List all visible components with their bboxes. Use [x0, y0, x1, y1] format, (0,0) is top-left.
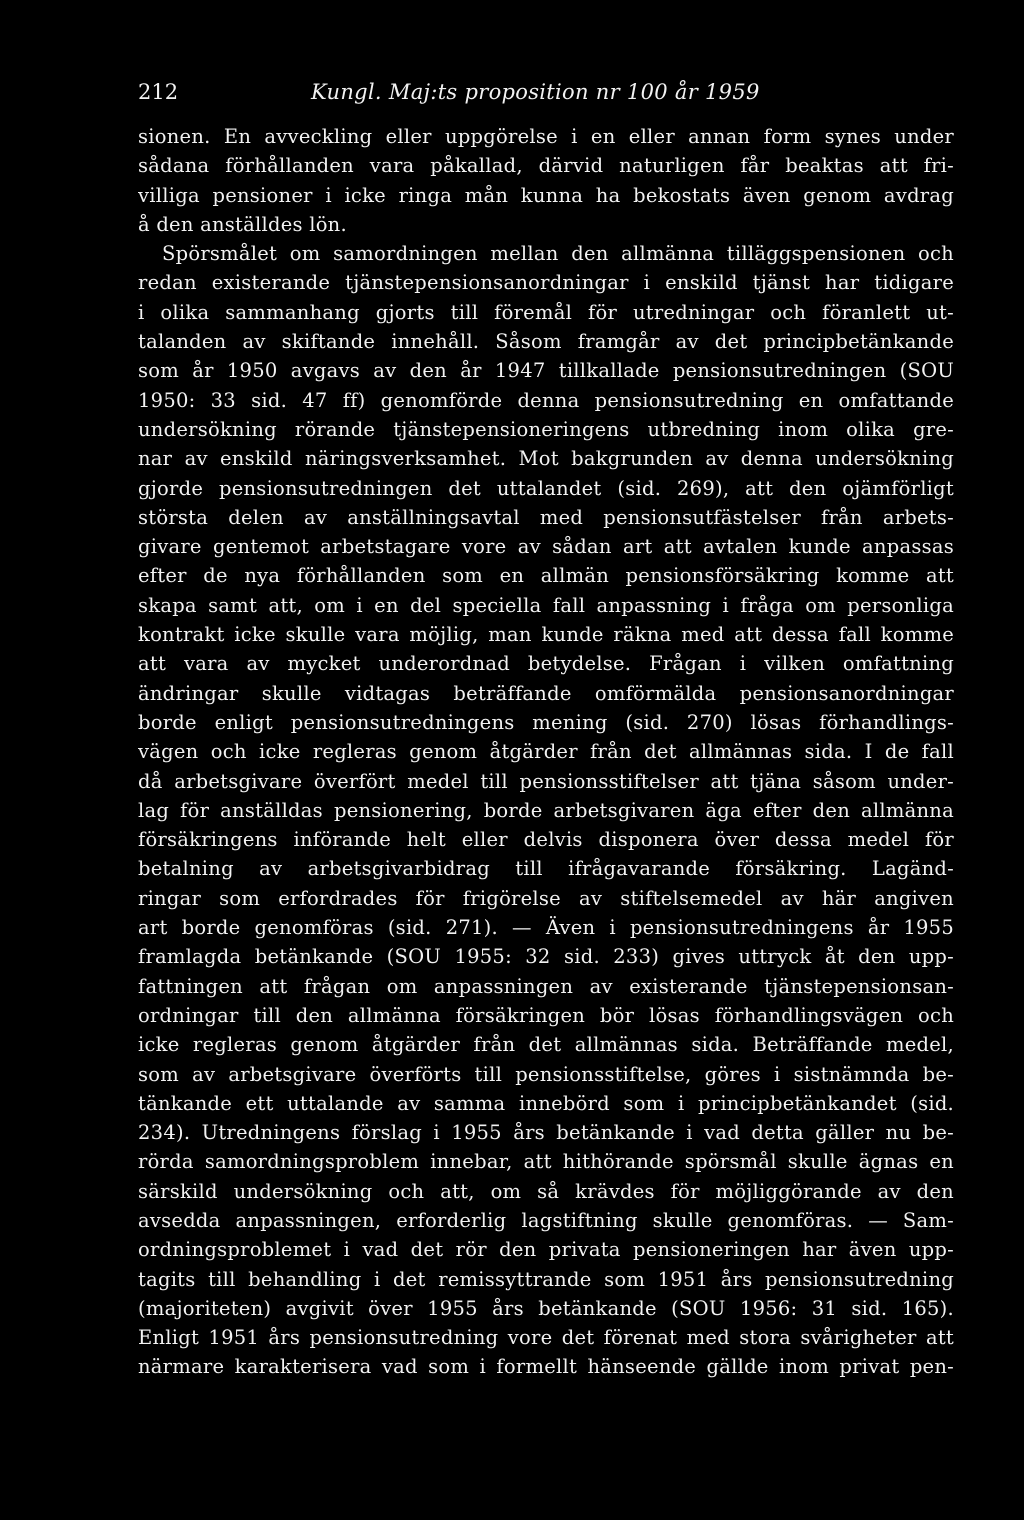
text-line: nar av enskild näringsverksamhet. Mot bakgrunden av denna undersökning [138, 447, 954, 471]
text-line: största delen av anställningsavtal med pensionsutfästelser från arbets- [138, 505, 954, 529]
text-line: att vara av mycket underordnad betydelse. Frågan i vilken omfattning [138, 652, 954, 676]
text-line: (majoriteten) avgivit över 1955 års betänkande (SOU 1956: 31 sid. 165). [138, 1296, 954, 1320]
text-line: vägen och icke regleras genom åtgärder från det allmännas sida. I de fall [138, 740, 954, 764]
text-line: betalning av arbetsgivarbidrag till ifrågavarande försäkring. Lagänd- [138, 857, 954, 881]
text-line: försäkringens införande helt eller delvis disponera över dessa medel för [138, 828, 954, 852]
body-text [138, 122, 954, 1382]
text-line: Enligt 1951 års pensionsutredning vore det förenat med stora svårigheter att [138, 1326, 954, 1350]
text-line: tänkande ett uttalande av samma innebörd som i principbetänkandet (sid. [138, 1091, 954, 1115]
text-line: sådana förhållanden vara påkallad, därvid naturligen får beaktas att fri- [138, 154, 954, 178]
text-line: 234). Utredningens förslag i 1955 års betänkande i vad detta gäller nu be- [138, 1121, 954, 1145]
text-line: som år 1950 avgavs av den år 1947 tillkallade pensionsutredningen (SOU [138, 359, 954, 383]
text-line: i olika sammanhang gjorts till föremål för utredningar och föranlett ut- [138, 300, 954, 324]
text-line: då arbetsgivare överfört medel till pensionsstiftelser att tjäna såsom under- [138, 769, 954, 793]
running-header [138, 74, 954, 110]
text-line: gjorde pensionsutredningen det uttalandet (sid. 269), att den ojämförligt [138, 476, 954, 500]
document-page [138, 74, 954, 1382]
text-line: 1950: 33 sid. 47 ff) genomförde denna pensionsutredning en omfattande [138, 388, 954, 412]
text-line: kontrakt icke skulle vara möjlig, man kunde räkna med att dessa fall komme [138, 623, 954, 647]
text-line: rörda samordningsproblem innebar, att hithörande spörsmål skulle ägnas en [138, 1150, 954, 1174]
text-line: ordningsproblemet i vad det rör den privata pensioneringen har även upp- [138, 1238, 954, 1262]
text-line: ändringar skulle vidtagas beträffande omförmälda pensionsanordningar [138, 681, 954, 705]
text-line: ringar som erfordrades för frigörelse av stiftelsemedel av här angiven [138, 886, 954, 910]
text-line: Spörsmålet om samordningen mellan den allmänna tilläggspensionen och [162, 242, 954, 266]
text-line: som av arbetsgivare överförts till pensionsstiftelse, göres i sistnämnda be- [138, 1062, 954, 1086]
text-line: fattningen att frågan om anpassningen av existerande tjänstepensionsan- [138, 974, 954, 998]
text-line: lag för anställdas pensionering, borde arbetsgivaren äga efter den allmänna [138, 798, 954, 822]
running-title: Kungl. Maj:ts proposition nr 100 år 1959 [311, 80, 760, 104]
text-line: undersökning rörande tjänstepensioneringens utbredning inom olika gre- [138, 417, 954, 441]
text-line: avsedda anpassningen, erforderlig lagstiftning skulle genomföras. — Sam- [138, 1208, 954, 1232]
text-line: närmare karakterisera vad som i formellt hänseende gällde inom privat pen- [138, 1355, 954, 1379]
text-line: efter de nya förhållanden som en allmän pensionsförsäkring komme att [138, 564, 954, 588]
text-line: borde enligt pensionsutredningens mening (sid. 270) lösas förhandlings- [138, 710, 954, 734]
text-line: talanden av skiftande innehåll. Såsom framgår av det principbetänkande [138, 330, 954, 354]
text-line: givare gentemot arbetstagare vore av sådan art att avtalen kunde anpassas [138, 535, 954, 559]
text-line: å den anställdes lön. [138, 212, 347, 236]
text-line: villiga pensioner i icke ringa mån kunna ha bekostats även genom avdrag [138, 183, 954, 207]
page-number: 212 [138, 80, 179, 104]
text-line: framlagda betänkande (SOU 1955: 32 sid. 233) gives uttryck åt den upp- [138, 945, 954, 969]
text-line: art borde genomföras (sid. 271). — Även i pensionsutredningens år 1955 [138, 916, 954, 940]
text-line: icke regleras genom åtgärder från det allmännas sida. Beträffande medel, [138, 1033, 954, 1057]
text-line: ordningar till den allmänna försäkringen bör lösas förhandlingsvägen och [138, 1003, 954, 1027]
text-line: redan existerande tjänstepensionsanordningar i enskild tjänst har tidigare [138, 271, 954, 295]
text-line: skapa samt att, om i en del speciella fall anpassning i fråga om personliga [138, 593, 954, 617]
text-line: särskild undersökning och att, om så krävdes för möjliggörande av den [138, 1179, 954, 1203]
text-line: sionen. En avveckling eller uppgörelse i en eller annan form synes under [138, 125, 954, 148]
text-line: tagits till behandling i det remissyttrande som 1951 års pensionsutredning [138, 1267, 954, 1291]
